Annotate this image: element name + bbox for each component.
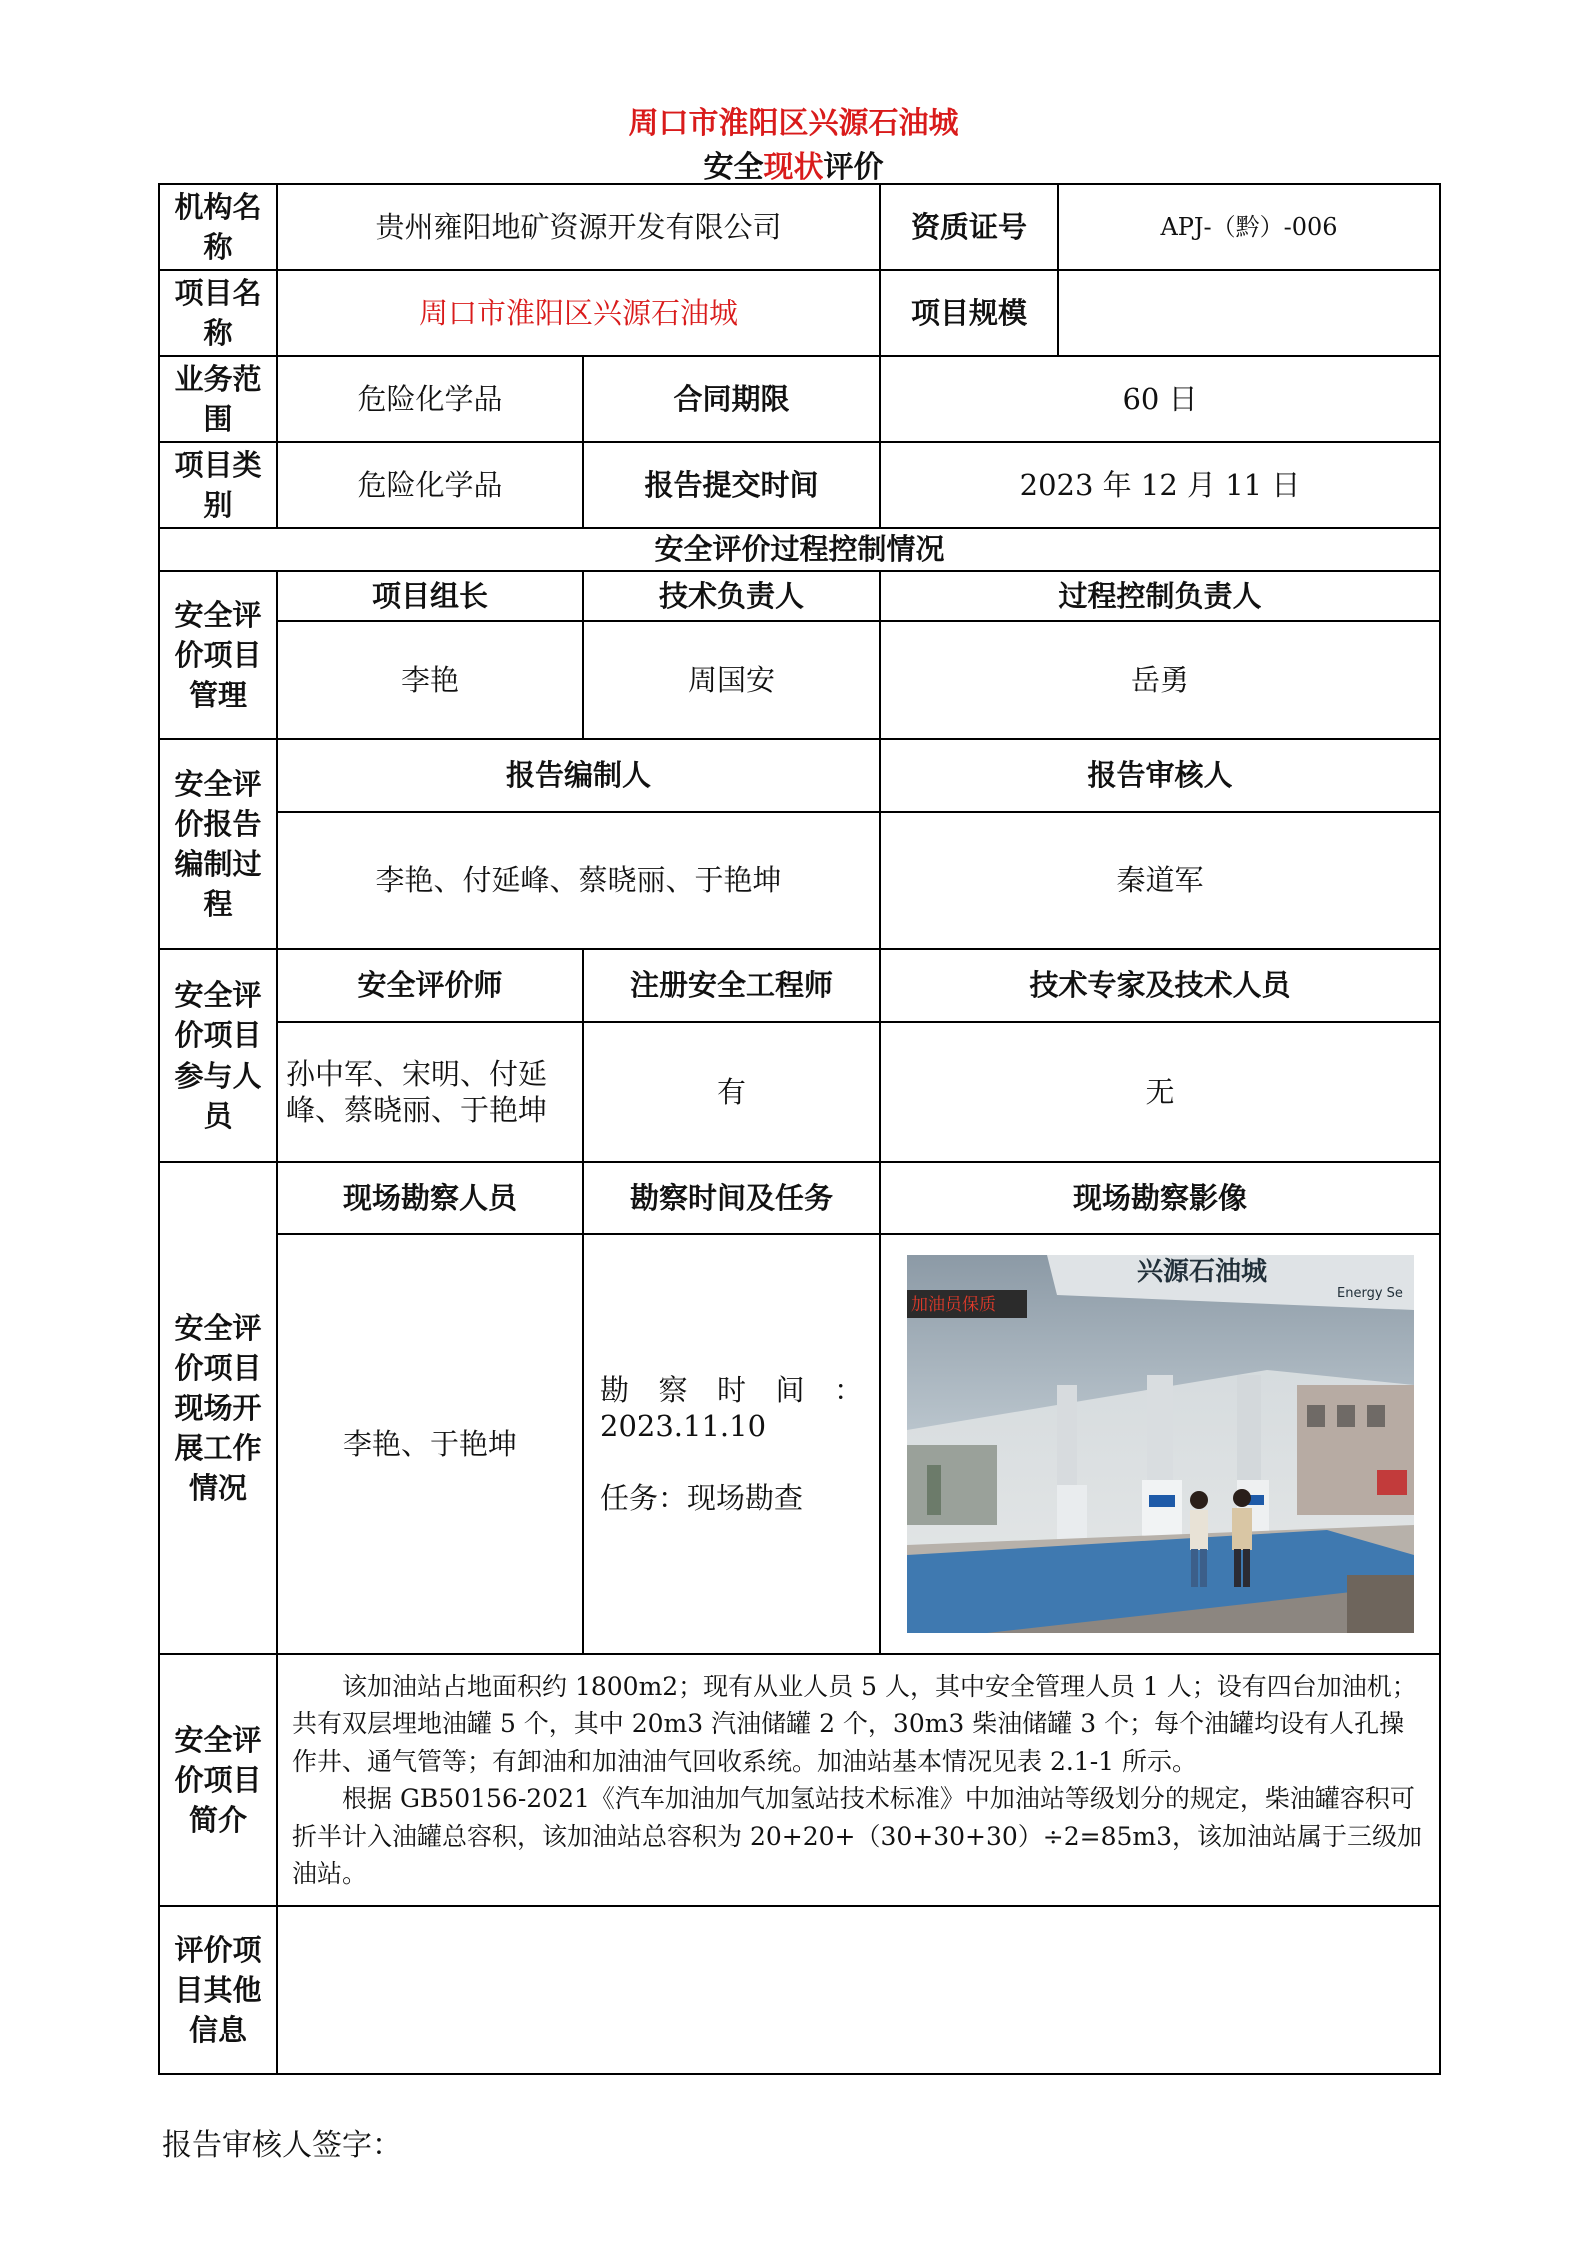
contract-label: 合同期限 <box>583 356 880 442</box>
process-header: 安全评价过程控制情况 <box>159 528 1440 571</box>
org-value: 贵州雍阳地矿资源开发有限公司 <box>277 184 880 270</box>
management-header-leader: 项目组长 <box>277 571 583 621</box>
intro-content <box>277 1654 1440 1906</box>
compile-header-reviewer: 报告审核人 <box>880 739 1440 812</box>
contract-value: 60 日 <box>880 356 1440 442</box>
document-subtitle <box>0 142 1587 186</box>
submit-value: 2023 年 12 月 11 日 <box>880 442 1440 528</box>
intro-label: 安全评价项目简介 <box>159 1654 277 1906</box>
evaluation-table <box>158 183 1441 2075</box>
participants-header-evaluators: 安全评价师 <box>277 949 583 1022</box>
participants-header-engineer: 注册安全工程师 <box>583 949 880 1022</box>
scale-label: 项目规模 <box>880 270 1058 356</box>
compile-reviewer: 秦道军 <box>880 812 1440 949</box>
compile-header-writers: 报告编制人 <box>277 739 880 812</box>
management-leader: 李艳 <box>277 621 583 739</box>
cert-label: 资质证号 <box>880 184 1058 270</box>
category-label: 项目类别 <box>159 442 277 528</box>
org-label: 机构名称 <box>159 184 277 270</box>
survey-time-label: 勘察时间： <box>600 1372 864 1407</box>
intro-paragraph-2: 根据 GB50156-2021《汽车加油加气加氢站技术标准》中加油站等级划分的规定，柴油罐容积可折半计入油罐总容积，该加油站总容积为 20+20+（30+30+30）÷2=85m3，该加油站属于三级加油站。 <box>292 1784 1423 1888</box>
site-time-task <box>583 1234 880 1654</box>
document-title: 周口市淮阳区兴源石油城 <box>628 106 959 141</box>
submit-label: 报告提交时间 <box>583 442 880 528</box>
site-label: 安全评价项目现场开展工作情况 <box>159 1162 277 1654</box>
management-tech: 周国安 <box>583 621 880 739</box>
intro-paragraph-1: 该加油站占地面积约 1800m2；现有从业人员 5 人，其中安全管理人员 1 人；设有四台加油机；共有双层埋地油罐 5 个，其中 20m3 汽油储罐 2 个，30m3 柴油储罐 3 个；每个油罐均设有人孔操作井、通气管等；有卸油和加油油气回收系统。加油站基本情况见表 2.1-1 所示。 <box>292 1671 1417 1776</box>
management-process: 岳勇 <box>880 621 1440 739</box>
site-header-time: 勘察时间及任务 <box>583 1162 880 1234</box>
site-photo <box>907 1255 1414 1633</box>
management-header-tech: 技术负责人 <box>583 571 880 621</box>
management-label: 安全评价项目管理 <box>159 571 277 739</box>
scope-value: 危险化学品 <box>277 356 583 442</box>
participants-header-experts: 技术专家及技术人员 <box>880 949 1440 1022</box>
subtitle-part2: 现状 <box>763 150 824 185</box>
participants-experts: 无 <box>880 1022 1440 1162</box>
site-header-people: 现场勘察人员 <box>277 1162 583 1234</box>
other-value <box>277 1906 1440 2074</box>
project-label: 项目名称 <box>159 270 277 356</box>
participants-evaluators: 孙中军、宋明、付延峰、蔡晓丽、于艳坤 <box>277 1022 583 1162</box>
compile-writers: 李艳、付延峰、蔡晓丽、于艳坤 <box>277 812 880 949</box>
scale-value <box>1058 270 1440 356</box>
participants-engineer: 有 <box>583 1022 880 1162</box>
photo-led-text: 加油员保质 <box>910 1295 996 1315</box>
subtitle-part3: 评价 <box>823 150 884 185</box>
site-photo-cell <box>880 1234 1440 1654</box>
management-header-process: 过程控制负责人 <box>880 571 1440 621</box>
scope-label: 业务范围 <box>159 356 277 442</box>
cert-value: APJ-（黔）-006 <box>1058 184 1440 270</box>
site-people: 李艳、于艳坤 <box>277 1234 583 1654</box>
reviewer-signature-label: 报告审核人签字： <box>162 2128 402 2163</box>
category-value: 危险化学品 <box>277 442 583 528</box>
site-header-photo: 现场勘察影像 <box>880 1162 1440 1234</box>
survey-time-date: 2023.11.10 <box>600 1408 767 1443</box>
compile-label: 安全评价报告编制过程 <box>159 739 277 949</box>
participants-label: 安全评价项目参与人员 <box>159 949 277 1162</box>
photo-sign-text: 兴源石油城 <box>1136 1257 1267 1287</box>
other-label: 评价项目其他信息 <box>159 1906 277 2074</box>
subtitle-part1: 安全 <box>703 150 764 185</box>
photo-sign-en: Energy Se <box>1336 1286 1403 1301</box>
project-value: 周口市淮阳区兴源石油城 <box>277 270 880 356</box>
survey-task: 任务：现场勘查 <box>600 1481 804 1516</box>
